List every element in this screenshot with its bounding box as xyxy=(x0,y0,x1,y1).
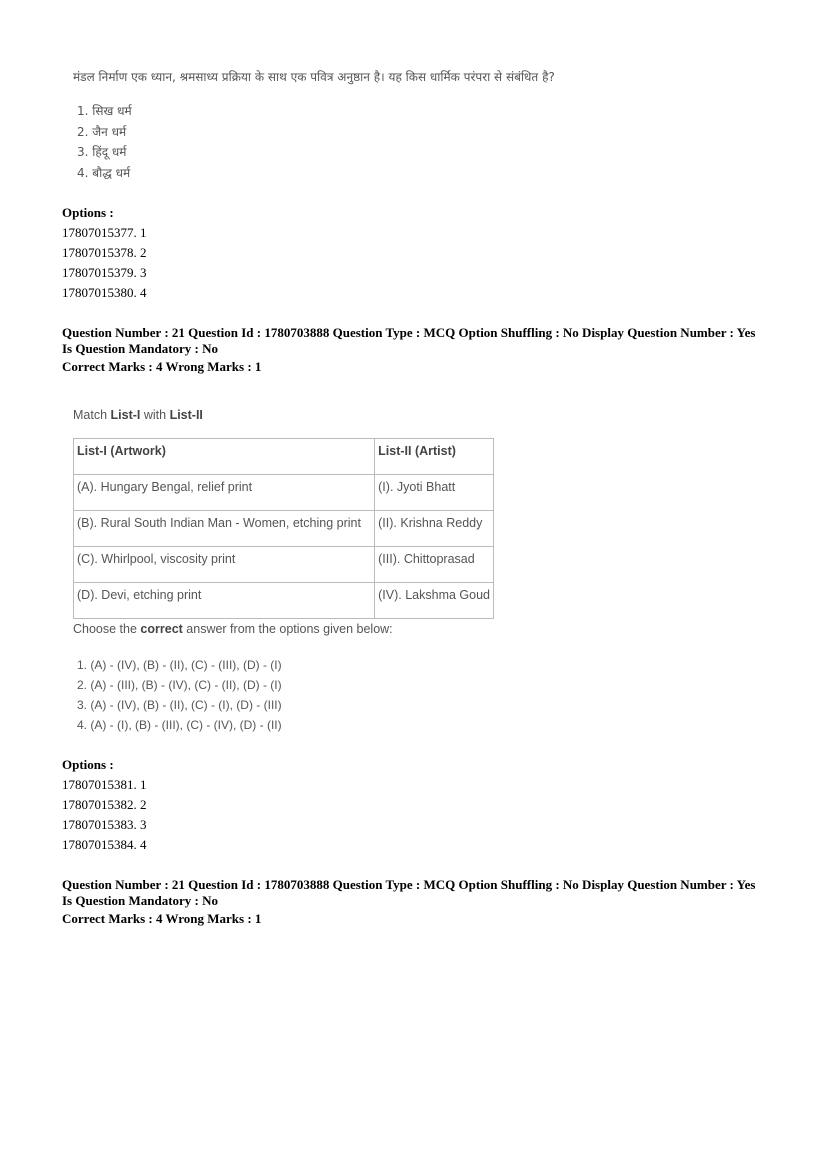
table-header: List-I (Artwork) xyxy=(74,439,375,475)
question-text: मंडल निर्माण एक ध्यान, श्रमसाध्य प्रक्रिया के साथ एक पवित्र अनुष्ठान है। यह किस धार्मिक परंपरा से संबंधित है? xyxy=(73,70,555,84)
header-line: Is Question Mandatory : No xyxy=(62,341,219,356)
question-choices xyxy=(77,101,132,183)
text: answer from the options given below: xyxy=(182,622,393,636)
options-block xyxy=(62,755,147,855)
choice: 4. बौद्ध धर्म xyxy=(77,165,131,180)
choice: 1. सिख धर्म xyxy=(77,104,132,118)
table-cell: (III). Chittoprasad xyxy=(375,547,494,583)
choice: 3. हिंदू धर्म xyxy=(77,145,127,159)
option-id: 17807015380. 4 xyxy=(62,285,147,300)
option-id: 17807015383. 3 xyxy=(62,817,147,832)
option-id: 17807015382. 2 xyxy=(62,797,147,812)
choose-instruction xyxy=(73,622,393,636)
question-header xyxy=(62,877,755,927)
table-row xyxy=(74,583,494,619)
table-cell: (IV). Lakshma Goud xyxy=(375,583,494,619)
table-row xyxy=(74,547,494,583)
text: with xyxy=(140,408,170,422)
choice: 2. (A) - (III), (B) - (IV), (C) - (II), (D) - (I) xyxy=(77,678,282,692)
table-cell: (B). Rural South Indian Man - Women, etching print xyxy=(74,511,375,547)
table-header: List-II (Artist) xyxy=(375,439,494,475)
table-header-row xyxy=(74,439,494,475)
text: List-II xyxy=(169,408,203,422)
options-block xyxy=(62,203,147,303)
table-row xyxy=(74,475,494,511)
option-id: 17807015379. 3 xyxy=(62,265,147,280)
question-header xyxy=(62,325,755,375)
table-row xyxy=(74,511,494,547)
option-id: 17807015384. 4 xyxy=(62,837,147,852)
text: Choose the xyxy=(73,622,141,636)
match-intro xyxy=(73,408,203,422)
match-table xyxy=(73,438,494,619)
table-cell: (I). Jyoti Bhatt xyxy=(375,475,494,511)
choice: 2. जैन धर्म xyxy=(77,124,127,139)
header-line: Question Number : 21 Question Id : 1780703888 Question Type : MCQ Option Shuffling : No Display Question Number : Yes xyxy=(62,877,756,892)
header-line: Correct Marks : 4 Wrong Marks : 1 xyxy=(62,359,262,374)
options-label: Options : xyxy=(62,757,114,772)
text: Match xyxy=(73,408,111,422)
options-label: Options : xyxy=(62,205,114,220)
header-line: Question Number : 21 Question Id : 1780703888 Question Type : MCQ Option Shuffling : No Display Question Number : Yes xyxy=(62,325,756,340)
choice: 4. (A) - (I), (B) - (III), (C) - (IV), (D) - (II) xyxy=(77,718,282,732)
option-id: 17807015377. 1 xyxy=(62,225,147,240)
choice: 1. (A) - (IV), (B) - (II), (C) - (III), (D) - (I) xyxy=(77,658,282,672)
table-cell: (D). Devi, etching print xyxy=(74,583,375,619)
header-line: Is Question Mandatory : No xyxy=(62,893,219,908)
header-line: Correct Marks : 4 Wrong Marks : 1 xyxy=(62,911,262,926)
table-cell: (C). Whirlpool, viscosity print xyxy=(74,547,375,583)
text: List-I xyxy=(110,408,141,422)
table-cell: (A). Hungary Bengal, relief print xyxy=(74,475,375,511)
table-cell: (II). Krishna Reddy xyxy=(375,511,494,547)
choice: 3. (A) - (IV), (B) - (II), (C) - (I), (D) - (III) xyxy=(77,698,282,712)
question-choices xyxy=(77,655,282,735)
option-id: 17807015378. 2 xyxy=(62,245,147,260)
text: correct xyxy=(140,622,183,636)
option-id: 17807015381. 1 xyxy=(62,777,147,792)
